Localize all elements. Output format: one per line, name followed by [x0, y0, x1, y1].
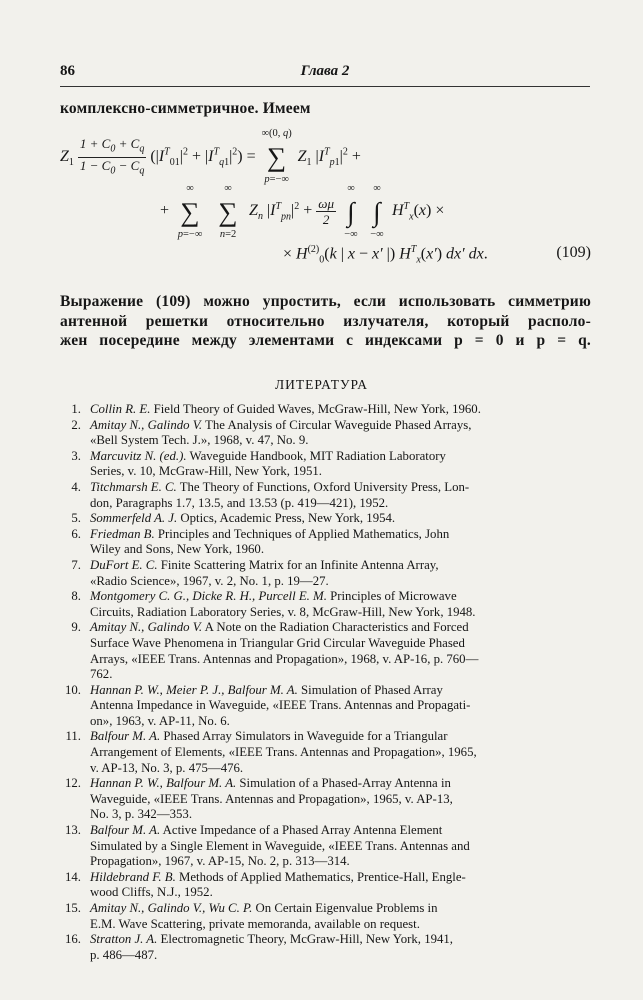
reference-number: 15. [65, 901, 81, 915]
reference-authors: Stratton J. A. [90, 932, 158, 947]
reference-item [60, 589, 595, 620]
reference-line: Sommerfeld A. J. Optics, Academic Press, New York, 1954. [90, 511, 396, 526]
reference-line: Stratton J. A. Electromagnetic Theory, McGraw-Hill, New York, 1941, [90, 932, 453, 947]
reference-item [60, 558, 595, 589]
reference-authors: Montgomery C. G., Dicke R. H., Purcell E. M. [90, 589, 327, 604]
reference-authors: Amitay N., Galindo V., Wu C. P. [90, 901, 253, 915]
reference-authors: Amitay N., Galindo V. [90, 620, 203, 635]
reference-number: 3. [71, 448, 81, 463]
reference-line: Amitay N., Galindo V. A Note on the Radiation Characteristics and Forced [90, 620, 469, 635]
page-number: 86 [60, 63, 75, 79]
page-header [60, 63, 590, 83]
reference-item [60, 776, 595, 823]
reference-number: 1. [71, 402, 81, 416]
reference-line: Friedman B. Principles and Techniques of Applied Mathematics, John [90, 526, 450, 541]
reference-line: Propagation», 1967, v. AP-15, No. 2, p. 313—314. [90, 854, 350, 869]
reference-number: 7. [71, 557, 81, 572]
reference-authors: Hannan P. W., Balfour M. A. [90, 776, 237, 791]
body-paragraph [60, 292, 591, 351]
equation-line-1: $Z_1$ $\frac{1 + C_0 + C_q}{1 - C_0 - C_q}$ $(|I^T_{01}|^2 + |I^T_{q1}|^2)$ = ∞(0, q) ∑ p=−∞ $Z_1$ $|I^T_{p1}|^2$ + [60, 128, 361, 186]
reference-line: Circuits, Radiation Laboratory Series, v. 8, McGraw-Hill, New York, 1948. [90, 604, 476, 619]
reference-item [60, 683, 595, 730]
reference-authors: Friedman B. [90, 526, 155, 541]
reference-line: Titchmarsh E. C. The Theory of Functions, Oxford University Press, Lon- [90, 479, 470, 494]
reference-number: 8. [71, 589, 81, 604]
reference-item [60, 932, 595, 963]
reference-line: Antenna Impedance in Waveguide, «IEEE Trans. Antennas and Propagati- [90, 698, 471, 713]
reference-line: Hildebrand F. B. Methods of Applied Mathematics, Prentice-Hall, Engle- [90, 869, 466, 884]
reference-line: Amitay N., Galindo V., Wu C. P. On Certain Eigenvalue Problems in [90, 901, 438, 915]
reference-line: Series, v. 10, McGraw-Hill, New York, 1951. [90, 464, 322, 479]
reference-number: 10. [65, 682, 81, 697]
reference-line: don, Paragraphs 1.7, 13.5, and 13.53 (p. 419—421), 1952. [90, 495, 389, 510]
equation-number: (109) [556, 244, 591, 261]
reference-item [60, 480, 595, 511]
reference-list [60, 402, 595, 963]
reference-number: 13. [65, 823, 81, 838]
reference-line: Hannan P. W., Balfour M. A. Simulation of a Phased-Array Antenna in [90, 776, 451, 791]
references-title: ЛИТЕРАТУРА [274, 377, 369, 392]
reference-number: 9. [71, 620, 81, 635]
paragraph-line: антенной решетки относительно излучателя, который располо- [60, 312, 591, 330]
reference-number: 16. [65, 932, 81, 947]
reference-authors: Marcuvitz N. (ed.). [90, 448, 187, 463]
reference-line: Surface Wave Phenomena in Triangular Grid Circular Waveguide Phased [90, 635, 465, 650]
reference-item [60, 527, 595, 558]
reference-item [60, 511, 595, 527]
reference-line: Marcuvitz N. (ed.). Waveguide Handbook, MIT Radiation Laboratory [90, 448, 446, 463]
reference-authors: Hildebrand F. B. [90, 869, 176, 884]
reference-line: No. 3, p. 342—353. [90, 807, 193, 822]
equation-line-2: + ∞ ∑ p=−∞ ∞ ∑ n=2 $Z_n$ $|I^T_{pn}|^2$ + $\frac{\omega\mu}{2}$ ∞ ∫ −∞ ∞ ∫ −∞ $H^T_x(x)$ × [160, 182, 445, 240]
reference-line: Wiley and Sons, New York, 1960. [90, 542, 265, 557]
reference-line: Arrangement of Elements, «IEEE Trans. Antennas and Propagation», 1965, [90, 745, 477, 760]
reference-line: Arrays, «IEEE Trans. Antennas and Propagation», 1968, v. AP-16, p. 760— [90, 651, 479, 666]
reference-line: DuFort E. C. Finite Scattering Matrix for an Infinite Antenna Array, [90, 557, 439, 572]
reference-number: 11. [65, 729, 81, 744]
reference-line: «Bell System Tech. J.», 1968, v. 47, No. 9. [90, 433, 309, 448]
reference-line: v. AP-13, No. 3, p. 475—476. [90, 760, 244, 775]
reference-line: Amitay N., Galindo V. The Analysis of Circular Waveguide Phased Arrays, [90, 417, 472, 432]
reference-line: Balfour M. A. Phased Array Simulators in Waveguide for a Triangular [90, 729, 448, 744]
reference-line: Waveguide, «IEEE Trans. Antennas and Propagation», 1965, v. AP-13, [90, 791, 453, 806]
paragraph-line: Выражение (109) можно упростить, если использовать симметрию [60, 293, 591, 310]
reference-authors: Balfour M. A. [90, 823, 161, 838]
reference-number: 2. [71, 417, 81, 432]
reference-authors: Sommerfeld A. J. [90, 511, 178, 526]
reference-number: 4. [71, 479, 81, 494]
header-rule [60, 86, 590, 87]
reference-line: Simulated by a Single Element in Waveguide, «IEEE Trans. Antennas and [90, 838, 470, 853]
equation-line-3: × $H^{(2)}_0(k$ | x − x′ |) $H^T_x(x')$ dx′ dx. (109) [283, 244, 591, 266]
reference-item [60, 402, 595, 418]
reference-authors: Collin R. E. [90, 402, 151, 416]
reference-number: 6. [71, 526, 81, 541]
reference-number: 14. [65, 869, 81, 884]
reference-line: «Radio Science», 1967, v. 2, No. 1, p. 19—27. [90, 573, 329, 588]
reference-line: Montgomery C. G., Dicke R. H., Purcell E. M. Principles of Microwave [90, 589, 457, 604]
reference-line: E.M. Wave Scattering, private memoranda, available on request. [90, 916, 420, 931]
reference-authors: Hannan P. W., Meier P. J., Balfour M. A. [90, 682, 298, 697]
reference-line: wood Cliffs, N.J., 1952. [90, 885, 213, 900]
reference-item [60, 870, 595, 901]
reference-number: 12. [65, 776, 81, 791]
chapter-title: Глава 2 [300, 63, 350, 79]
intro-text: комплексно-симметричное. Имеем [60, 100, 311, 117]
reference-authors: Balfour M. A. [90, 729, 161, 744]
reference-line: Balfour M. A. Active Impedance of a Phased Array Antenna Element [90, 823, 443, 838]
reference-line: Hannan P. W., Meier P. J., Balfour M. A. Simulation of Phased Array [90, 682, 443, 697]
reference-line: Collin R. E. Field Theory of Guided Waves, McGraw-Hill, New York, 1960. [90, 402, 481, 416]
reference-number: 5. [71, 511, 81, 526]
reference-item [60, 418, 595, 449]
reference-item [60, 620, 595, 682]
reference-line: 762. [90, 667, 113, 682]
reference-item [60, 729, 595, 776]
reference-authors: DuFort E. C. [90, 557, 158, 572]
reference-item [60, 823, 595, 870]
reference-item [60, 449, 595, 480]
reference-authors: Titchmarsh E. C. [90, 479, 177, 494]
reference-item [60, 901, 595, 932]
reference-authors: Amitay N., Galindo V. [90, 417, 203, 432]
reference-line: p. 486—487. [90, 947, 158, 962]
paragraph-line: жен посередине между элементами с индексами p = 0 и p = q. [60, 332, 591, 349]
reference-line: on», 1963, v. AP-11, No. 6. [90, 713, 230, 728]
